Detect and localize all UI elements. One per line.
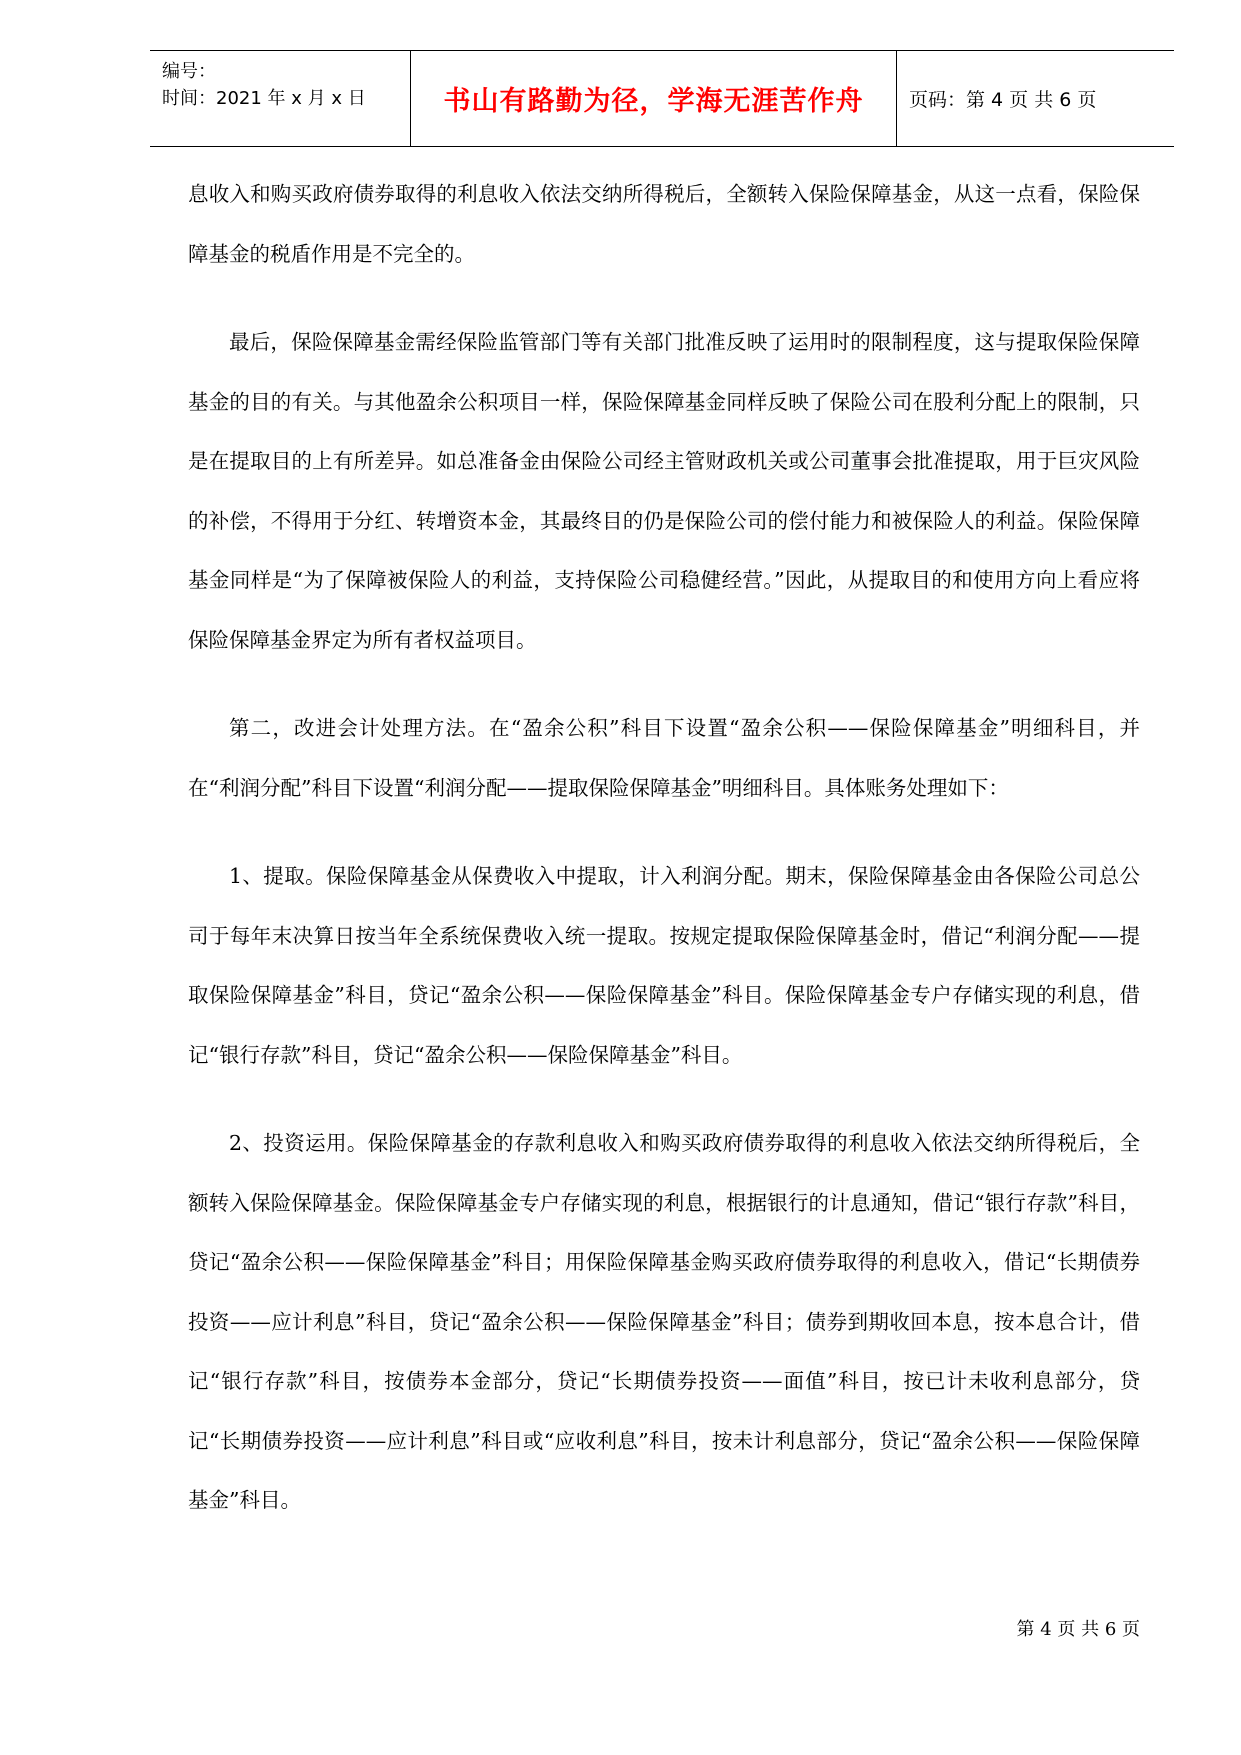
page-footer-number: 第 4 页 共 6 页 <box>1016 1619 1140 1640</box>
paragraph-step-1-extraction: 1、提取。保险保障基金从保费收入中提取，计入利润分配。期末，保险保障基金由各保险公司总公司于每年末决算日按当年全系统保费收入统一提取。按规定提取保险保障基金时，借记“利润分配——提取保险保障基金”科目，贷记“盈余公积——保险保障基金”科目。保险保障基金专户存储实现的利息，借记“银行存款”科目，贷记“盈余公积——保险保障基金”科目。 <box>188 864 1140 1067</box>
paragraph-finally: 最后，保险保障基金需经保险监管部门等有关部门批准反映了运用时的限制程度，这与提取保险保障基金的目的有关。与其他盈余公积项目一样，保险保障基金同样反映了保险公司在股利分配上的限制，只是在提取目的上有所差异。如总准备金由保险公司经主管财政机关或公司董事会批准提取，用于巨灾风险的补偿，不得用于分红、转增资本金，其最终目的仍是保险公司的偿付能力和被保险人的利益。保险保障基金同样是“为了保障被保险人的利益，支持保险公司稳健经营。”因此，从提取目的和使用方向上看应将保险保障基金界定为所有者权益项目。 <box>188 330 1140 652</box>
header-page-cell <box>897 51 1174 146</box>
paragraph-step-2-investment: 2、投资运用。保险保障基金的存款利息收入和购买政府债券取得的利息收入依法交纳所得税后，全额转入保险保障基金。保险保障基金专户存储实现的利息，根据银行的计息通知，借记“银行存款”科目，贷记“盈余公积——保险保障基金”科目；用保险保障基金购买政府债券取得的利息收入，借记“长期债券投资——应计利息”科目，贷记“盈余公积——保险保障基金”科目；债券到期收回本息，按本息合计，借记“银行存款”科目，按债券本金部分，贷记“长期债券投资——面值”科目，按已计未收利息部分，贷记“长期债券投资——应计利息”科目或“应收利息”科目，按未计利息部分，贷记“盈余公积——保险保障基金”科目。 <box>188 1131 1140 1512</box>
motto-text: 书山有路勤为径，学海无涯苦作舟 <box>443 86 864 117</box>
header-left-cell <box>150 51 410 146</box>
header-motto-cell <box>410 51 897 146</box>
paragraph-second-improvement: 第二，改进会计处理方法。在“盈余公积”科目下设置“盈余公积——保险保障基金”明细科目，并在“利润分配”科目下设置“利润分配——提取保险保障基金”明细科目。具体账务处理如下： <box>188 716 1140 800</box>
serial-number-label: 编号： <box>162 61 216 82</box>
time-label: 时间：2021 年 x 月 x 日 <box>162 88 366 109</box>
header-page-info: 页码：第 4 页 共 6 页 <box>909 89 1097 111</box>
paragraph-continuation: 息收入和购买政府债券取得的利息收入依法交纳所得税后，全额转入保险保障基金，从这一点看，保险保障基金的税盾作用是不完全的。 <box>188 182 1140 266</box>
document-body <box>188 165 1140 1531</box>
page-header <box>150 50 1174 147</box>
